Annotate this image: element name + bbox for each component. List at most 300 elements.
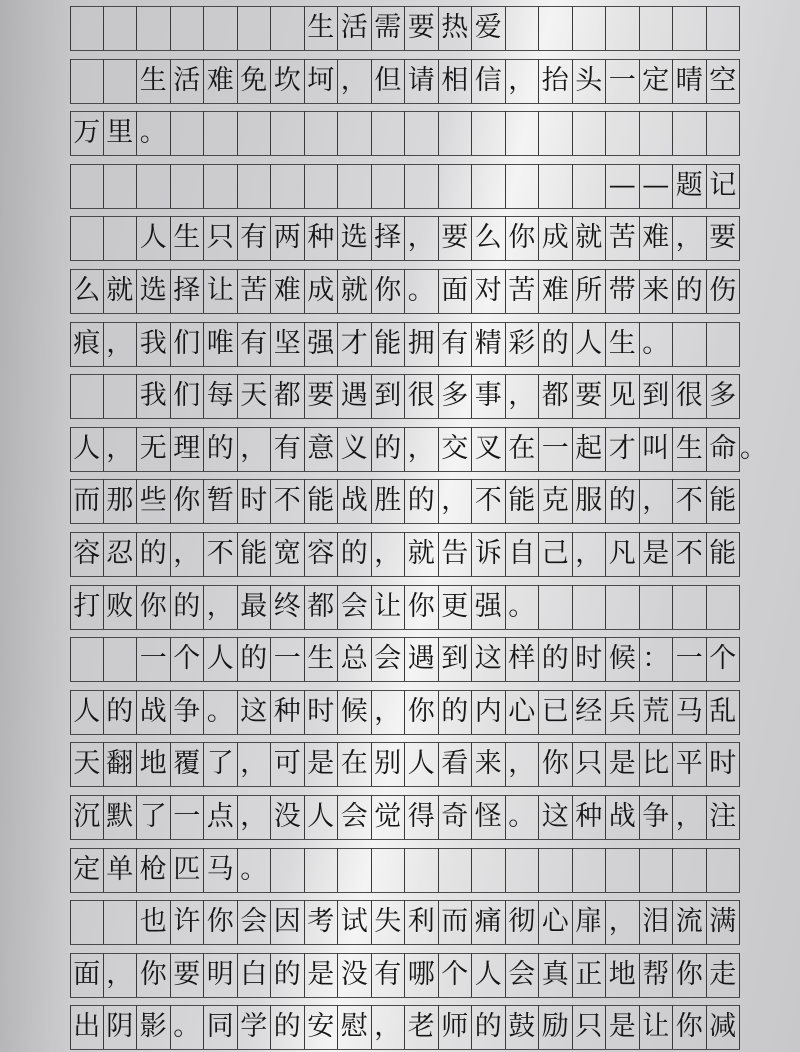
grid-cell: 利 <box>405 900 439 944</box>
grid-cell: 精 <box>472 322 506 366</box>
grid-cell <box>204 164 238 208</box>
grid-cell: 经 <box>573 690 607 734</box>
grid-cell <box>405 111 439 155</box>
grid-cell: 有 <box>238 322 272 366</box>
grid-cell: 难 <box>539 269 573 313</box>
grid-cell: 命 <box>707 427 741 471</box>
grid-cell: 无 <box>137 427 171 471</box>
grid-cell: 能 <box>238 532 272 576</box>
grid-cell: 面 <box>439 269 473 313</box>
grid-cell: 你 <box>137 585 171 629</box>
grid-cell: 的 <box>405 479 439 523</box>
grid-cell <box>372 848 406 892</box>
grid-cell: 战 <box>606 795 640 839</box>
grid-cell: 了 <box>137 795 171 839</box>
grid-cell: 了 <box>204 742 238 786</box>
grid-cell <box>439 164 473 208</box>
grid-cell: 万 <box>70 111 104 155</box>
grid-cell: 别 <box>372 742 406 786</box>
grid-cell: 的 <box>673 269 707 313</box>
grid-cell: 。 <box>238 848 272 892</box>
grid-cell <box>573 164 607 208</box>
grid-cell: 信 <box>472 59 506 103</box>
grid-cell <box>539 848 573 892</box>
title-character: 热 <box>439 6 473 50</box>
manuscript-row <box>70 585 740 629</box>
manuscript-row <box>70 6 740 50</box>
grid-cell: 学 <box>238 1005 272 1049</box>
grid-cell: 更 <box>439 585 473 629</box>
grid-cell: 坷 <box>305 59 339 103</box>
grid-cell: 要 <box>573 374 607 418</box>
grid-cell: 难 <box>640 216 674 260</box>
grid-cell: 有 <box>271 427 305 471</box>
grid-cell <box>104 900 138 944</box>
grid-cell: 安 <box>305 1005 339 1049</box>
grid-cell: 让 <box>372 585 406 629</box>
title-character: 活 <box>338 6 372 50</box>
grid-cell: 时 <box>573 637 607 681</box>
grid-cell: 记 <box>707 164 741 208</box>
grid-cell: 争 <box>640 795 674 839</box>
grid-cell: 才 <box>606 427 640 471</box>
grid-cell: ， <box>372 690 406 734</box>
grid-cell: 一 <box>137 637 171 681</box>
grid-cell: 的 <box>171 585 205 629</box>
grid-cell: 心 <box>506 690 540 734</box>
grid-cell <box>104 6 138 50</box>
grid-cell: 让 <box>204 269 238 313</box>
grid-cell: 同 <box>204 1005 238 1049</box>
grid-cell: 坚 <box>271 322 305 366</box>
grid-cell: 内 <box>472 690 506 734</box>
grid-cell: 也 <box>137 900 171 944</box>
grid-cell: 地 <box>606 953 640 997</box>
manuscript-row <box>70 374 740 418</box>
grid-cell <box>606 111 640 155</box>
grid-cell <box>104 216 138 260</box>
grid-cell: 苦 <box>506 269 540 313</box>
grid-cell <box>673 322 707 366</box>
grid-cell: 时 <box>707 742 741 786</box>
grid-cell: 生 <box>305 637 339 681</box>
grid-cell: 满 <box>707 900 741 944</box>
grid-cell: 而 <box>70 479 104 523</box>
grid-cell: 生 <box>171 216 205 260</box>
grid-cell: 可 <box>271 742 305 786</box>
grid-cell: ， <box>104 953 138 997</box>
grid-cell: 种 <box>305 216 339 260</box>
grid-cell: 。 <box>506 585 540 629</box>
grid-cell <box>104 374 138 418</box>
grid-cell: 能 <box>372 322 406 366</box>
grid-cell: 平 <box>673 742 707 786</box>
grid-cell: 战 <box>137 690 171 734</box>
grid-cell: ， <box>573 532 607 576</box>
grid-cell: 的 <box>137 532 171 576</box>
grid-cell: 慰 <box>338 1005 372 1049</box>
grid-line <box>70 1049 740 1050</box>
grid-cell: 里 <box>104 111 138 155</box>
grid-cell <box>707 111 741 155</box>
grid-cell: 强 <box>472 585 506 629</box>
grid-cell <box>506 848 540 892</box>
grid-cell: ， <box>439 479 473 523</box>
manuscript-row <box>70 59 740 103</box>
manuscript-row <box>70 953 740 997</box>
grid-line <box>70 629 740 630</box>
grid-cell <box>271 6 305 50</box>
grid-cell: 择 <box>372 216 406 260</box>
grid-cell: 克 <box>539 479 573 523</box>
grid-cell: 种 <box>573 795 607 839</box>
grid-cell <box>405 848 439 892</box>
grid-cell <box>707 322 741 366</box>
grid-cell <box>338 164 372 208</box>
grid-cell: 的 <box>204 427 238 471</box>
grid-cell: ， <box>338 59 372 103</box>
grid-cell <box>70 59 104 103</box>
grid-cell <box>539 585 573 629</box>
grid-cell <box>439 848 473 892</box>
grid-cell: 那 <box>104 479 138 523</box>
grid-cell: 的 <box>539 322 573 366</box>
grid-cell <box>104 59 138 103</box>
grid-cell: 是 <box>606 1005 640 1049</box>
grid-cell: 我 <box>137 374 171 418</box>
grid-cell <box>573 585 607 629</box>
grid-cell: 真 <box>539 953 573 997</box>
grid-cell: 人 <box>137 216 171 260</box>
grid-cell: 请 <box>405 59 439 103</box>
manuscript-row <box>70 479 740 523</box>
grid-cell: 。 <box>506 795 540 839</box>
grid-cell: 面 <box>70 953 104 997</box>
grid-cell <box>238 111 272 155</box>
grid-cell: 兵 <box>606 690 640 734</box>
grid-cell: 凡 <box>606 532 640 576</box>
grid-line <box>70 892 740 893</box>
grid-cell <box>673 111 707 155</box>
grid-cell <box>372 164 406 208</box>
grid-cell: 许 <box>171 900 205 944</box>
grid-cell: 有 <box>238 216 272 260</box>
manuscript-row <box>70 795 740 839</box>
grid-cell: ， <box>104 322 138 366</box>
grid-cell: ， <box>238 795 272 839</box>
grid-cell: 鼓 <box>506 1005 540 1049</box>
grid-cell: 么 <box>472 216 506 260</box>
grid-cell: 定 <box>70 848 104 892</box>
grid-cell: 时 <box>238 479 272 523</box>
grid-cell: 成 <box>539 216 573 260</box>
grid-cell: 已 <box>539 690 573 734</box>
grid-cell: 点 <box>204 795 238 839</box>
manuscript-row <box>70 164 740 208</box>
grid-cell: 就 <box>104 269 138 313</box>
grid-cell <box>506 6 540 50</box>
grid-cell: 的 <box>372 427 406 471</box>
grid-cell <box>271 848 305 892</box>
grid-cell: 容 <box>305 532 339 576</box>
manuscript-row <box>70 111 740 155</box>
grid-cell: 头 <box>573 59 607 103</box>
manuscript-row <box>70 322 740 366</box>
grid-cell: 乱 <box>707 690 741 734</box>
grid-cell <box>707 848 741 892</box>
grid-cell: 的 <box>271 953 305 997</box>
grid-cell: 起 <box>573 427 607 471</box>
grid-cell: 这 <box>472 637 506 681</box>
grid-cell <box>204 6 238 50</box>
grid-cell: 候 <box>606 637 640 681</box>
grid-cell: 沉 <box>70 795 104 839</box>
grid-cell: ， <box>171 532 205 576</box>
grid-cell: 都 <box>271 374 305 418</box>
grid-cell <box>606 585 640 629</box>
grid-cell: 活 <box>171 59 205 103</box>
grid-line <box>70 50 740 51</box>
grid-cell: 这 <box>539 795 573 839</box>
grid-cell: 奇 <box>439 795 473 839</box>
grid-cell: 到 <box>372 374 406 418</box>
grid-cell <box>70 637 104 681</box>
manuscript-row <box>70 216 740 260</box>
grid-cell: 忍 <box>104 532 138 576</box>
grid-cell: 你 <box>539 742 573 786</box>
grid-cell <box>204 111 238 155</box>
grid-cell: 们 <box>171 374 205 418</box>
grid-cell: 哪 <box>405 953 439 997</box>
grid-cell: 所 <box>573 269 607 313</box>
grid-cell: 遇 <box>405 637 439 681</box>
grid-line <box>70 155 740 156</box>
grid-cell <box>539 6 573 50</box>
grid-cell: 马 <box>673 690 707 734</box>
grid-cell: 宽 <box>271 532 305 576</box>
grid-cell: 一 <box>539 427 573 471</box>
grid-cell: 人 <box>405 742 439 786</box>
grid-cell <box>673 848 707 892</box>
grid-cell: 服 <box>573 479 607 523</box>
grid-cell: 能 <box>707 479 741 523</box>
grid-cell: ， <box>372 532 406 576</box>
grid-line <box>70 103 740 104</box>
grid-cell: 两 <box>271 216 305 260</box>
grid-cell: 就 <box>573 216 607 260</box>
grid-cell: 会 <box>338 795 372 839</box>
grid-cell: 到 <box>640 374 674 418</box>
grid-cell <box>573 6 607 50</box>
grid-cell: 彻 <box>506 900 540 944</box>
grid-cell: 是 <box>305 953 339 997</box>
grid-cell: 马 <box>204 848 238 892</box>
grid-cell: 多 <box>707 374 741 418</box>
grid-cell: 覆 <box>171 742 205 786</box>
grid-cell <box>472 164 506 208</box>
grid-cell: 荒 <box>640 690 674 734</box>
grid-cell: 战 <box>338 479 372 523</box>
grid-cell: 你 <box>673 953 707 997</box>
grid-cell <box>439 111 473 155</box>
grid-cell <box>372 111 406 155</box>
grid-cell: 明 <box>204 953 238 997</box>
grid-cell: 会 <box>372 637 406 681</box>
grid-cell: 会 <box>338 585 372 629</box>
grid-cell <box>539 164 573 208</box>
grid-cell: 一 <box>271 637 305 681</box>
grid-cell: 不 <box>673 532 707 576</box>
grid-cell: 帮 <box>640 953 674 997</box>
grid-cell: 不 <box>673 479 707 523</box>
grid-cell: 就 <box>405 532 439 576</box>
grid-cell: 一 <box>606 59 640 103</box>
grid-cell: 有 <box>372 953 406 997</box>
grid-line <box>70 313 740 314</box>
grid-cell: 。 <box>204 690 238 734</box>
grid-cell: 么 <box>70 269 104 313</box>
grid-cell: 见 <box>606 374 640 418</box>
grid-cell: 苦 <box>606 216 640 260</box>
grid-cell: 择 <box>171 269 205 313</box>
grid-line <box>70 734 740 735</box>
grid-cell <box>673 6 707 50</box>
grid-cell: 人 <box>70 690 104 734</box>
grid-cell: 生 <box>673 427 707 471</box>
grid-cell: 没 <box>338 953 372 997</box>
grid-cell: 你 <box>171 479 205 523</box>
grid-cell: ， <box>673 216 707 260</box>
grid-cell: 样 <box>506 637 540 681</box>
grid-cell: 个 <box>171 637 205 681</box>
manuscript-row <box>70 848 740 892</box>
grid-cell: ， <box>506 59 540 103</box>
grid-cell: 成 <box>305 269 339 313</box>
grid-cell: 只 <box>573 1005 607 1049</box>
grid-cell: 我 <box>137 322 171 366</box>
grid-cell: 的 <box>238 637 272 681</box>
grid-cell: 一 <box>673 637 707 681</box>
grid-cell: 人 <box>204 637 238 681</box>
grid-cell: 走 <box>707 953 741 997</box>
grid-cell: 意 <box>305 427 339 471</box>
grid-cell: 流 <box>673 900 707 944</box>
overflow-punctuation: 。 <box>740 432 767 464</box>
grid-cell <box>640 585 674 629</box>
grid-cell: ， <box>104 427 138 471</box>
grid-cell: 打 <box>70 585 104 629</box>
grid-cell <box>70 216 104 260</box>
grid-cell: 定 <box>640 59 674 103</box>
grid-cell: 胜 <box>372 479 406 523</box>
grid-cell: 你 <box>506 216 540 260</box>
grid-cell: 心 <box>539 900 573 944</box>
grid-line <box>70 418 740 419</box>
grid-cell: 叫 <box>640 427 674 471</box>
grid-cell <box>137 164 171 208</box>
grid-cell: ， <box>238 427 272 471</box>
grid-line <box>70 366 740 367</box>
grid-cell: 空 <box>707 59 741 103</box>
grid-cell: 能 <box>506 479 540 523</box>
grid-cell: ， <box>238 742 272 786</box>
grid-cell: 是 <box>305 742 339 786</box>
grid-cell <box>137 6 171 50</box>
grid-cell: 候 <box>338 690 372 734</box>
grid-cell: ， <box>673 795 707 839</box>
grid-cell: 觉 <box>372 795 406 839</box>
grid-cell <box>707 6 741 50</box>
grid-cell: 的 <box>539 637 573 681</box>
grid-cell: 能 <box>305 479 339 523</box>
grid-cell: 抬 <box>539 59 573 103</box>
grid-cell: 拥 <box>405 322 439 366</box>
grid-cell: ， <box>405 216 439 260</box>
grid-cell: 义 <box>338 427 372 471</box>
grid-cell <box>171 164 205 208</box>
grid-cell: 师 <box>439 1005 473 1049</box>
grid-cell: 要 <box>439 216 473 260</box>
grid-cell: 默 <box>104 795 138 839</box>
grid-cell: 叉 <box>472 427 506 471</box>
grid-cell: 们 <box>171 322 205 366</box>
title-character: 生 <box>305 6 339 50</box>
grid-cell: 个 <box>707 637 741 681</box>
grid-cell: 交 <box>439 427 473 471</box>
grid-cell: 让 <box>640 1005 674 1049</box>
grid-cell: 得 <box>405 795 439 839</box>
grid-cell: 枪 <box>137 848 171 892</box>
grid-cell: 你 <box>137 953 171 997</box>
grid-cell <box>606 848 640 892</box>
grid-cell <box>573 848 607 892</box>
grid-cell: 己 <box>539 532 573 576</box>
grid-cell: 比 <box>640 742 674 786</box>
grid-cell: 人 <box>573 322 607 366</box>
grid-cell: 时 <box>305 690 339 734</box>
grid-cell: 唯 <box>204 322 238 366</box>
grid-cell: 失 <box>372 900 406 944</box>
grid-cell: 看 <box>439 742 473 786</box>
grid-cell: 选 <box>338 216 372 260</box>
grid-cell: 生 <box>137 59 171 103</box>
grid-cell: 最 <box>238 585 272 629</box>
grid-cell: 阴 <box>104 1005 138 1049</box>
grid-cell: ， <box>506 374 540 418</box>
grid-cell: ： <box>640 637 674 681</box>
grid-cell: 些 <box>137 479 171 523</box>
grid-cell: 不 <box>472 479 506 523</box>
grid-cell <box>171 6 205 50</box>
grid-cell: 伤 <box>707 269 741 313</box>
grid-cell: 苦 <box>238 269 272 313</box>
grid-cell: 彩 <box>506 322 540 366</box>
grid-cell: 人 <box>472 953 506 997</box>
grid-cell: 你 <box>372 269 406 313</box>
grid-cell <box>238 164 272 208</box>
grid-cell <box>673 585 707 629</box>
grid-cell: 会 <box>238 900 272 944</box>
grid-cell: 地 <box>137 742 171 786</box>
grid-cell: 的 <box>439 690 473 734</box>
grid-cell: 题 <box>673 164 707 208</box>
grid-cell: 暂 <box>204 479 238 523</box>
grid-cell: 没 <box>271 795 305 839</box>
grid-cell: 痛 <box>472 900 506 944</box>
grid-cell: 到 <box>439 637 473 681</box>
grid-cell <box>539 111 573 155</box>
manuscript-row <box>70 742 740 786</box>
